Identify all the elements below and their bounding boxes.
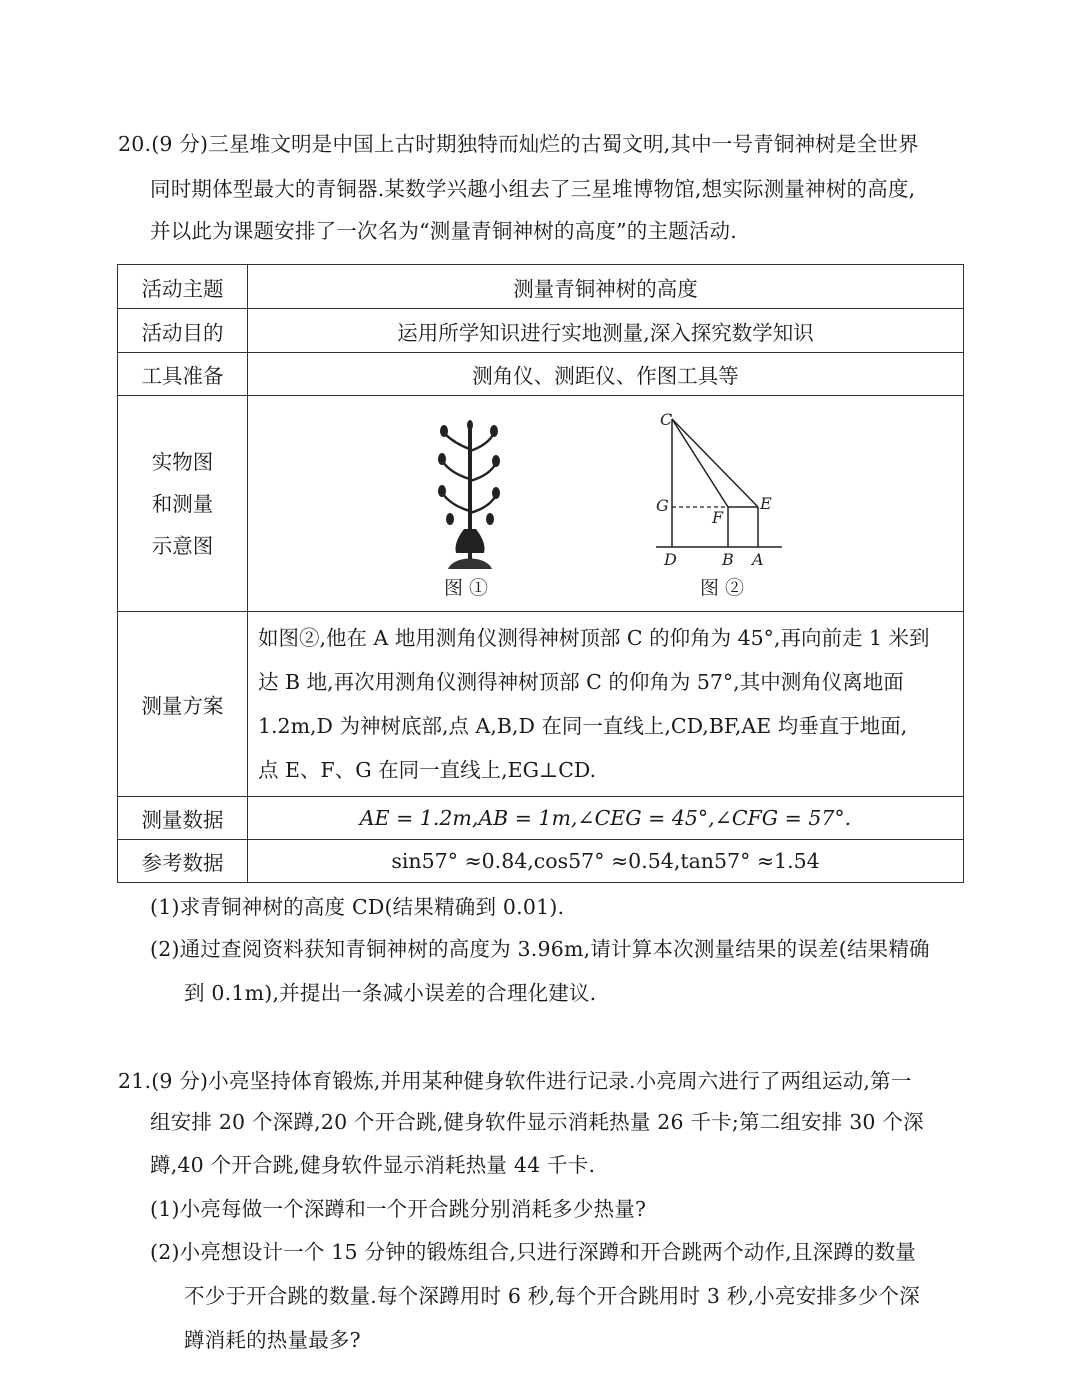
figure-label — [118, 396, 248, 612]
scheme-line-1: 如图②,他在 A 地用测角仪测得神树顶部 C 的仰角为 45°,再向前走 1 米到 — [258, 626, 930, 650]
table-row-purpose — [118, 309, 964, 353]
q20-sub1: (1)求青铜神树的高度 CD(结果精确到 0.01). — [150, 895, 565, 919]
scheme-label: 测量方案 — [118, 612, 248, 797]
table-row-figures — [118, 396, 964, 612]
table-row-scheme — [118, 612, 964, 797]
measurement-diagram — [648, 407, 788, 567]
q21-points: (9 分) — [151, 1069, 209, 1093]
q21-sub2-line-1: (2)小亮想设计一个 15 分钟的锻炼组合,只进行深蹲和开合跳两个动作,且深蹲的数量 — [150, 1240, 917, 1264]
point-E: E — [760, 493, 772, 513]
figure-label-line-3: 示意图 — [151, 533, 214, 558]
purpose-value: 运用所学知识进行实地测量,深入探究数学知识 — [248, 309, 964, 353]
q20-intro-line-2: 同时期体型最大的青铜器.某数学兴趣小组去了三星堆博物馆,想实际测量神树的高度, — [150, 177, 916, 201]
point-B: B — [722, 549, 734, 567]
q20-sub2-line-2: 到 0.1m),并提出一条减小误差的合理化建议. — [184, 981, 597, 1005]
table-row-data — [118, 797, 964, 840]
q21-sub2-line-3: 蹲消耗的热量最多? — [184, 1328, 361, 1352]
q20-number: 20. — [118, 132, 152, 156]
point-C: C — [660, 409, 673, 429]
data-value: AE = 1.2m,AB = 1m,∠CEG = 45°,∠CFG = 57°. — [248, 797, 964, 840]
scheme-line-4: 点 E、F、G 在同一直线上,EG⊥CD. — [258, 758, 597, 782]
purpose-label: 活动目的 — [118, 309, 248, 353]
tools-label: 工具准备 — [118, 353, 248, 396]
theme-label: 活动主题 — [118, 265, 248, 309]
q21-intro-line-2: 组安排 20 个深蹲,20 个开合跳,健身软件显示消耗热量 26 千卡;第二组安排 30 个深 — [150, 1110, 924, 1134]
table-row-tools — [118, 353, 964, 396]
q21-intro-line-1: 小亮坚持体育锻炼,并用某种健身软件进行记录.小亮周六进行了两组运动,第一 — [208, 1069, 912, 1093]
figure-cell — [248, 396, 964, 612]
point-D: D — [664, 549, 677, 567]
table-row-theme — [118, 265, 964, 309]
scheme-text — [248, 612, 964, 797]
point-G: G — [656, 495, 669, 515]
data-label: 测量数据 — [118, 797, 248, 840]
q20-points: (9 分) — [151, 132, 209, 156]
theme-value: 测量青铜神树的高度 — [248, 265, 964, 309]
q21-intro-line-3: 蹲,40 个开合跳,健身软件显示消耗热量 44 千卡. — [150, 1153, 596, 1177]
fig2-caption: 图 ② — [700, 576, 745, 599]
q20-intro-line-1: 三星堆文明是中国上古时期独特而灿烂的古蜀文明,其中一号青铜神树是全世界 — [208, 132, 919, 156]
figure-label-line-1: 实物图 — [151, 449, 214, 474]
ref-value: sin57° ≈0.84,cos57° ≈0.54,tan57° ≈1.54 — [248, 840, 964, 883]
q21-header-line — [118, 1067, 912, 1095]
activity-table — [117, 264, 964, 883]
ref-label: 参考数据 — [118, 840, 248, 883]
q20-header-line — [118, 130, 919, 158]
tools-value: 测角仪、测距仪、作图工具等 — [248, 353, 964, 396]
scheme-line-3: 1.2m,D 为神树底部,点 A,B,D 在同一直线上,CD,BF,AE 均垂直于地面, — [258, 714, 908, 738]
bronze-tree-image — [434, 419, 504, 569]
q20-sub2-line-1: (2)通过查阅资料获知青铜神树的高度为 3.96m,请计算本次测量结果的误差(结果精确 — [150, 937, 930, 961]
q21-sub1: (1)小亮每做一个深蹲和一个开合跳分别消耗多少热量? — [150, 1197, 647, 1221]
q20-intro-line-3: 并以此为课题安排了一次名为“测量青铜神树的高度”的主题活动. — [150, 219, 737, 243]
fig1-caption: 图 ① — [444, 576, 489, 599]
point-F: F — [712, 507, 724, 527]
scheme-line-2: 达 B 地,再次用测角仪测得神树顶部 C 的仰角为 57°,其中测角仪离地面 — [258, 670, 904, 694]
q21-sub2-line-2: 不少于开合跳的数量.每个深蹲用时 6 秒,每个开合跳用时 3 秒,小亮安排多少个深 — [184, 1284, 920, 1308]
point-A: A — [752, 549, 764, 567]
figure-label-line-2: 和测量 — [151, 491, 214, 516]
table-row-reference — [118, 840, 964, 883]
q21-number: 21. — [118, 1069, 152, 1093]
